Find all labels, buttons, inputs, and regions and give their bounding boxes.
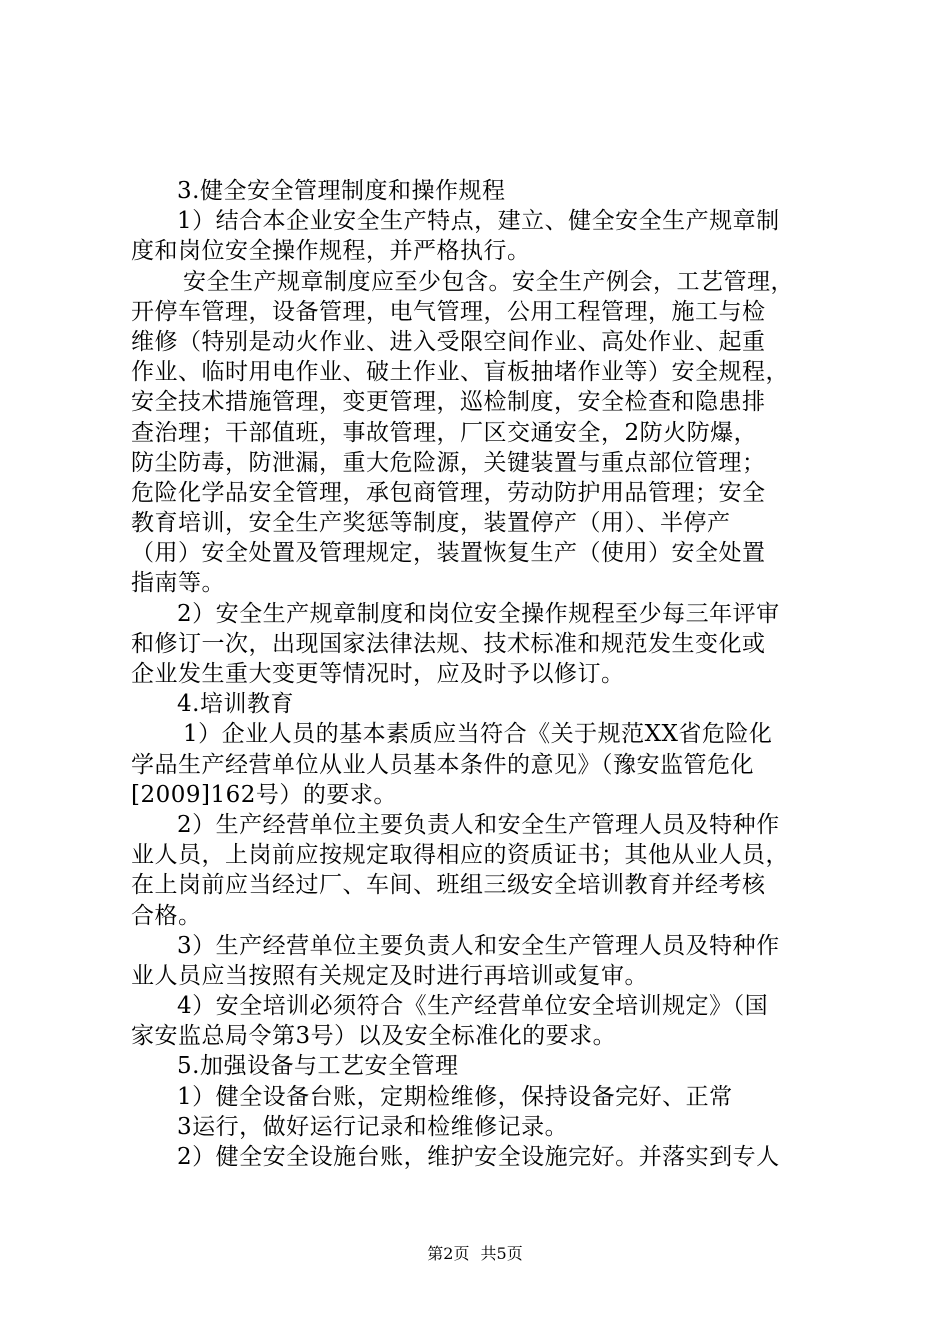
text-line: 4）安全培训必须符合《生产经营单位安全培训规定》（国 bbox=[177, 993, 769, 1020]
total-pages: 共5页 bbox=[480, 1244, 523, 1263]
text-line: 2）安全生产规章制度和岗位安全操作规程至少每三年评审 bbox=[177, 600, 780, 627]
text-line: 查治理；干部值班，事故管理，厂区交通安全，2防火防爆， bbox=[131, 419, 758, 446]
text-line: （用）安全处置及管理规定，装置恢复生产（使用）安全处置 bbox=[131, 540, 766, 567]
text-line: 3）生产经营单位主要负责人和安全生产管理人员及特种作 bbox=[177, 932, 780, 959]
text-line: 维修（特别是动火作业、进入受限空间作业、高处作业、起重 bbox=[131, 328, 766, 355]
text-line: 4.培训教育 bbox=[177, 691, 294, 718]
text-line: 1）企业人员的基本素质应当符合《关于规范XX省危险化 bbox=[183, 721, 773, 748]
text-line: 1）健全设备台账，定期检维修，保持设备完好、正常 bbox=[177, 1083, 733, 1110]
text-line: 指南等。 bbox=[131, 570, 225, 597]
text-line: 3.健全安全管理制度和操作规程 bbox=[177, 178, 506, 204]
text-line: 安全生产规章制度应至少包含。安全生产例会，工艺管理， bbox=[183, 268, 794, 295]
text-line: 和修订一次，出现国家法律法规、技术标准和规范发生变化或 bbox=[131, 630, 766, 657]
text-line: 学品生产经营单位从业人员基本条件的意见》（豫安监管危化 bbox=[131, 751, 754, 778]
text-line: 开停车管理，设备管理，电气管理，公用工程管理，施工与检 bbox=[131, 298, 766, 325]
text-line: 安全技术措施管理，变更管理，巡检制度，安全检查和隐患排 bbox=[131, 389, 766, 416]
text-line: 合格。 bbox=[131, 902, 202, 929]
page-footer bbox=[0, 1244, 950, 1264]
text-line: 业人员应当按照有关规定及时进行再培训或复审。 bbox=[131, 962, 648, 989]
text-line: 度和岗位安全操作规程，并严格执行。 bbox=[131, 238, 531, 265]
text-line: 5.加强设备与工艺安全管理 bbox=[177, 1053, 459, 1080]
text-line: 3运行，做好运行记录和检维修记录。 bbox=[177, 1113, 569, 1140]
page-number: 第2页 bbox=[427, 1244, 470, 1263]
text-line: 教育培训，安全生产奖惩等制度，装置停产（用）、半停产 bbox=[131, 510, 731, 537]
text-line: 防尘防毒，防泄漏，重大危险源，关键装置与重点部位管理； bbox=[131, 449, 766, 476]
text-line: 业人员，上岗前应按规定取得相应的资质证书；其他从业人员， bbox=[131, 842, 789, 869]
text-line: [2009]162号）的要求。 bbox=[131, 781, 397, 808]
document-body bbox=[131, 176, 831, 1172]
text-line: 家安监总局令第3号）以及安全标准化的要求。 bbox=[131, 1023, 617, 1050]
text-line: 作业、临时用电作业、破土作业、盲板抽堵作业等）安全规程， bbox=[131, 359, 789, 386]
text-line: 在上岗前应当经过厂、车间、班组三级安全培训教育并经考核 bbox=[131, 872, 766, 899]
text-line: 2）生产经营单位主要负责人和安全生产管理人员及特种作 bbox=[177, 811, 780, 838]
text-line: 1）结合本企业安全生产特点，建立、健全安全生产规章制 bbox=[177, 208, 780, 235]
text-line: 企业发生重大变更等情况时，应及时予以修订。 bbox=[131, 661, 625, 687]
text-line: 2）健全安全设施台账，维护安全设施完好。并落实到专人 bbox=[177, 1144, 780, 1170]
text-line: 危险化学品安全管理，承包商管理，劳动防护用品管理；安全 bbox=[131, 479, 766, 506]
